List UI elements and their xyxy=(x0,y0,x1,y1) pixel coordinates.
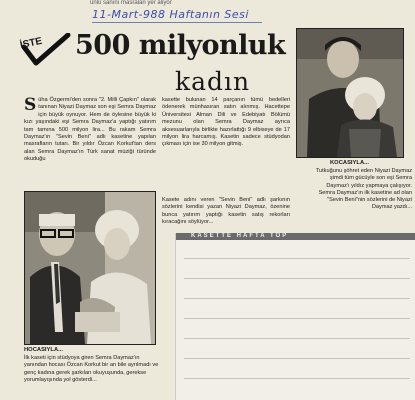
article-column-1 xyxy=(24,97,156,164)
lined-paper-strip xyxy=(175,233,415,400)
caption2-title: KOCASIYLA... xyxy=(330,160,369,166)
studio-photo xyxy=(24,191,156,345)
article-column-2-part2: Kasete adını veren "Sevin Beni" adlı şarkının sözlerini kendisi yazan Niyazi Daymaz, özenine bunca yatırım yaptığı kasetin satış rekorları kıracağını söylüyor... xyxy=(162,197,290,226)
handwritten-underline xyxy=(92,22,262,23)
ruled-line xyxy=(184,258,410,259)
column1-text: üha Özgermi'den sonra "2. Milli Çapkın" olarak tanınan Niyazi Daymaz son eşi Semra Daymaz için büyük oynuyor. Hem de öylesine büyük ki kızı yaşındaki eşi Semra Daymaz'a yaptığı yatırım tam tamına 500 milyon lira... Bu rakam Semra Daymaz'ın "Sevin Beni" adlı kasetine yapılan masrafların tutarı. Bir yıldır Özcan Korkut'tan ders alan Semra Daymaz'ın Türk sanat müziği türünde okuduğu xyxy=(24,97,156,163)
top-text: ünlü sanını masralan yer aliyor xyxy=(90,0,172,6)
ruled-line xyxy=(184,378,410,379)
ruled-line xyxy=(184,278,410,279)
ruled-line xyxy=(184,318,410,319)
ruled-line xyxy=(184,298,410,299)
couple-photo xyxy=(296,28,404,158)
caption1-title: HOCASIYLA... xyxy=(24,347,63,353)
headline-line2: kadın xyxy=(175,67,251,96)
caption1-text: İlk kaseti için stüdyoya giren Semra Daymaz'ın yanından hocası Özcan Korkut bir an bile ayrılmadı ve genç kadına gerek şarkıları okuyuşunda, gerekse yorumlayışında yol gösterdi... xyxy=(24,355,159,383)
headline-line1: 500 milyonluk xyxy=(75,30,286,61)
iste-label: İŞTE xyxy=(19,35,44,52)
ruled-line xyxy=(184,338,410,339)
ruled-line xyxy=(184,358,410,359)
caption2-text: Tutkuğunu şöhret eden Niyazi Daymaz şimdi tüm gücüyle son eşi Semra Daymaz'ı yıldız yapmaya çalışıyor. Semra Daymaz'ın ilk kasetine ad olan "Sevin Beni"nin sözlerini de Niyazi Daymaz yazdı... xyxy=(315,168,412,211)
studio-photo-image xyxy=(25,192,155,344)
handwritten-note: 11-Mart-988 Haftanın Sesi xyxy=(92,8,249,21)
strip-header-text: KASETTE HAFTA TOP xyxy=(191,233,289,239)
couple-photo-image xyxy=(297,29,403,157)
article-column-2-part1: kasette bulunan 14 parçanın tümü bedelleri ödenerek münhasıran satın alınmış. Hacettepe Üniversitesi Alman Dili ve Edebiyatı Bölümü mezunu olan Semra Daymaz ayrıca aksesuarlarıyla birlikte hazırlattığı 9 elbiseye de 17 milyon lira harcamış. Kasetin sadece stüdyodan çıkması için ise 30 milyon gitmiş. xyxy=(162,97,290,148)
dropcap: S xyxy=(24,95,37,115)
